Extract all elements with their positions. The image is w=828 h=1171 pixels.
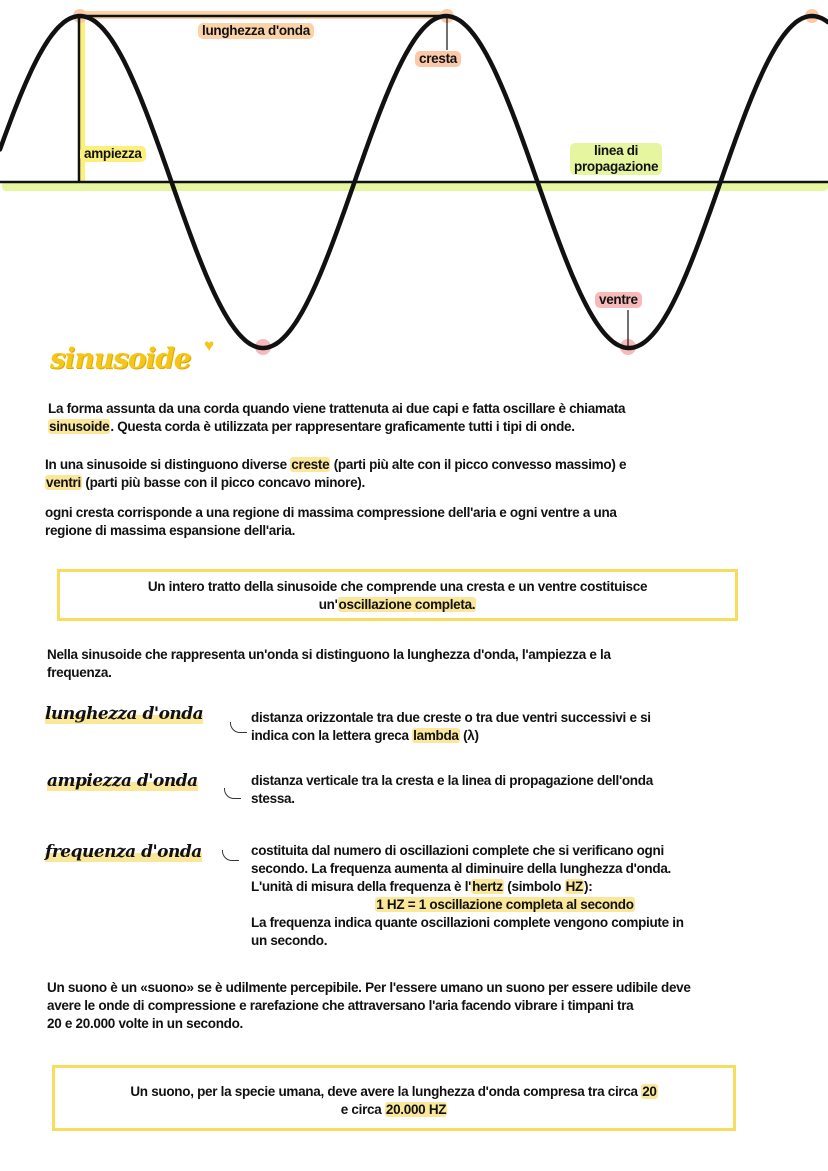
- text-segment: In una sinusoide si distinguono diverse: [45, 457, 291, 472]
- callout-text: [60, 578, 735, 614]
- paragraph-sinusoide: [48, 400, 625, 436]
- highlighted-text: 20.000 HZ: [385, 1102, 447, 1117]
- text-line: [251, 709, 651, 727]
- text-segment: costituita dal numero di oscillazioni complete che si verificano ogni: [251, 843, 664, 858]
- text-line: [45, 504, 617, 522]
- text-segment: Un intero tratto della sinusoide che comprende una cresta e un ventre costituisce: [147, 579, 648, 594]
- propagation-label-line1: linea di: [594, 143, 639, 158]
- text-line: [60, 578, 735, 596]
- highlighted-text: 1 HZ = 1 oscillazione completa al secondo: [376, 897, 634, 912]
- term-ampiezza-donda: ampiezza d'onda: [47, 771, 198, 791]
- text-line: [47, 1015, 691, 1033]
- text-segment: (parti più alte con il picco convesso massimo) e: [330, 457, 627, 472]
- highlighted-text: oscillazione completa.: [338, 597, 476, 612]
- paragraph-grandezze: [47, 646, 611, 682]
- text-segment: ogni cresta corrisponde a una regione di massima compressione dell'aria e ogni ventre a una: [45, 505, 617, 520]
- paragraph-suono: [47, 979, 691, 1033]
- text-line: [251, 932, 684, 950]
- highlighted-text: 20: [642, 1084, 657, 1099]
- text-segment: (parti più basse con il picco concavo minore).: [81, 475, 365, 490]
- text-segment: (λ): [459, 728, 479, 743]
- callout-suono: [52, 1065, 736, 1131]
- brace-connector: [224, 788, 241, 799]
- text-segment: e circa: [340, 1102, 385, 1117]
- text-line: [251, 896, 684, 914]
- propagation-label: [570, 143, 662, 175]
- propagation-label-line2: propagazione: [574, 159, 659, 174]
- text-line: [45, 456, 626, 474]
- text-line: [55, 1101, 733, 1119]
- text-segment: un': [318, 597, 338, 612]
- text-segment: La frequenza indica quante oscillazioni complete vengono compiute in: [251, 915, 684, 930]
- term-frequenza-donda: frequenza d'onda: [45, 842, 202, 862]
- text-segment: regione di massima espansione dell'aria.: [45, 523, 296, 538]
- text-segment: ):: [584, 879, 593, 894]
- text-segment: . Questa corda è utilizzata per rappresentare graficamente tutti i tipi di onde.: [110, 419, 575, 434]
- paragraph-compressione: [45, 504, 617, 540]
- text-line: [251, 914, 684, 932]
- text-line: [47, 664, 611, 682]
- text-line: [60, 596, 735, 614]
- text-line: [47, 997, 691, 1015]
- text-line: [251, 878, 684, 896]
- brace-connector: [222, 850, 239, 861]
- text-segment: (simbolo: [503, 879, 565, 894]
- paragraph-creste-ventri: [45, 456, 626, 492]
- text-line: [251, 790, 653, 808]
- section-title: sinusoide: [50, 342, 191, 375]
- definition-frequenza-donda: [251, 842, 684, 950]
- text-segment: 20 e 20.000 volte in un secondo.: [47, 1016, 243, 1031]
- callout-text: [55, 1083, 733, 1119]
- text-line: [45, 474, 626, 492]
- text-segment: [251, 897, 375, 912]
- text-line: [251, 727, 651, 745]
- trough-label: ventre: [595, 292, 642, 308]
- text-line: [251, 860, 684, 878]
- text-line: [47, 646, 611, 664]
- text-segment: distanza verticale tra la cresta e la linea di propagazione dell'onda: [251, 773, 653, 788]
- text-segment: un secondo.: [251, 933, 328, 948]
- highlighted-text: sinusoide: [49, 419, 110, 434]
- text-line: [47, 979, 691, 997]
- text-segment: La forma assunta da una corda quando viene trattenuta ai due capi e fatta oscillare è chiamata: [48, 401, 626, 416]
- text-segment: Nella sinusoide che rappresenta un'onda si distinguono la lunghezza d'onda, l'ampiezza e la: [47, 647, 611, 662]
- callout-oscillazione: [57, 569, 738, 621]
- definition-lunghezza-donda: [251, 709, 651, 745]
- highlighted-text: creste: [291, 457, 330, 472]
- text-segment: frequenza.: [47, 665, 112, 680]
- text-segment: distanza orizzontale tra due creste o tra due ventri successivi e si: [251, 710, 651, 725]
- heart-icon: ♥: [204, 336, 215, 355]
- text-segment: indica con la lettera greca: [251, 728, 413, 743]
- highlighted-text: hertz: [472, 879, 503, 894]
- text-segment: Un suono è un «suono» se è udilmente percepibile. Per l'essere umano un suono per essere udibile deve: [47, 980, 691, 995]
- text-segment: avere le onde di compressione e rarefazione che attraversano l'aria facendo vibrare i timpani tra: [47, 998, 634, 1013]
- amplitude-label: ampiezza: [80, 146, 146, 162]
- text-line: [48, 418, 625, 436]
- definition-ampiezza-donda: [251, 772, 653, 808]
- sine-wave-diagram: [0, 0, 828, 360]
- text-line: [48, 400, 625, 418]
- text-segment: stessa.: [251, 791, 295, 806]
- crest-label: cresta: [415, 51, 461, 67]
- highlighted-text: lambda: [413, 728, 459, 743]
- highlighted-text: ventri: [46, 475, 81, 490]
- text-segment: L'unità di misura della frequenza è l': [251, 879, 472, 894]
- highlighted-text: HZ: [565, 879, 583, 894]
- term-lunghezza-donda: lunghezza d'onda: [45, 704, 204, 724]
- text-segment: secondo. La frequenza aumenta al diminuire della lunghezza d'onda.: [251, 861, 671, 876]
- text-line: [45, 522, 617, 540]
- text-line: [55, 1083, 733, 1101]
- text-line: [251, 772, 653, 790]
- text-line: [251, 842, 684, 860]
- wavelength-label: lunghezza d'onda: [198, 23, 314, 39]
- brace-connector: [230, 722, 247, 733]
- text-segment: Un suono, per la specie umana, deve avere la lunghezza d'onda compresa tra circa: [130, 1084, 642, 1099]
